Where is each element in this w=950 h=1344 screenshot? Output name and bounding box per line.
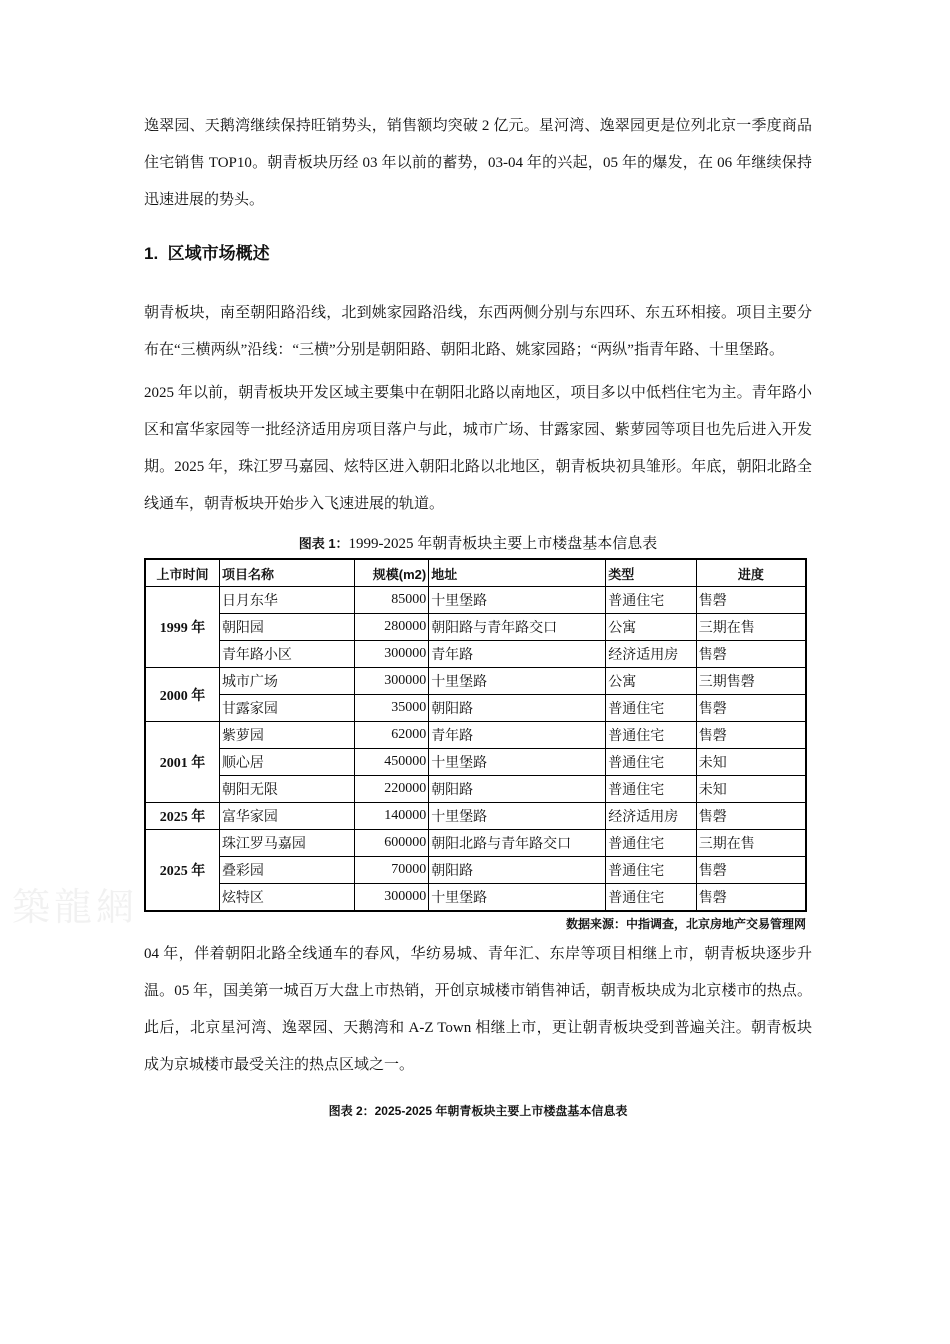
type-cell: 公寓: [606, 614, 697, 641]
name-cell: 甘露家园: [219, 695, 354, 722]
type-cell: 普通住宅: [606, 776, 697, 803]
type-cell: 普通住宅: [606, 695, 697, 722]
size-cell: 300000: [354, 884, 428, 912]
address-cell: 朝阳北路与青年路交口: [429, 830, 606, 857]
address-cell: 十里堡路: [429, 587, 606, 614]
paragraph-history: 2025 年以前，朝青板块开发区域主要集中在朝阳北路以南地区，项目多以中低档住宅为主。青年路小区和富华家园等一批经济适用房项目落户与此，城市广场、甘露家园、紫萝园等项目也先后进入开发期。2025 年，珠江罗马嘉园、炫特区进入朝阳北路以北地区，朝青板块初具雏形。年底，朝阳北路全线通车，朝青板块开始步入飞速进展的轨道。: [144, 385, 812, 512]
year-cell: 2001 年: [145, 722, 219, 803]
address-cell: 十里堡路: [429, 884, 606, 912]
address-cell: 青年路: [429, 722, 606, 749]
status-cell: 售磬: [696, 695, 806, 722]
size-cell: 62000: [354, 722, 428, 749]
status-cell: 三期在售: [696, 614, 806, 641]
status-cell: 售磬: [696, 884, 806, 912]
table-row: [145, 803, 806, 830]
size-cell: 220000: [354, 776, 428, 803]
address-cell: 朝阳路: [429, 776, 606, 803]
size-cell: 600000: [354, 830, 428, 857]
header-cell: 进度: [696, 559, 806, 587]
type-cell: 普通住宅: [606, 884, 697, 912]
section-heading: 1. 区域市场概述: [144, 244, 270, 263]
type-cell: 经济适用房: [606, 641, 697, 668]
address-cell: 朝阳路: [429, 695, 606, 722]
status-cell: 未知: [696, 776, 806, 803]
status-cell: 售磬: [696, 587, 806, 614]
table-row: [145, 749, 806, 776]
caption-text: 1999-2025 年朝青板块主要上市楼盘基本信息表: [348, 536, 658, 552]
project-info-table: [144, 558, 807, 912]
table-header-row: [145, 559, 806, 587]
status-cell: 售磬: [696, 722, 806, 749]
table-row: [145, 614, 806, 641]
name-cell: 珠江罗马嘉园: [219, 830, 354, 857]
name-cell: 青年路小区: [219, 641, 354, 668]
data-source: 数据来源：中指调查，北京房地产交易管理网: [565, 917, 806, 931]
type-cell: 普通住宅: [606, 857, 697, 884]
paragraph-intro: 逸翠园、天鹅湾继续保持旺销势头，销售额均突破 2 亿元。星河湾、逸翠园更是位列北京一季度商品住宅销售 TOP10。朝青板块历经 03 年以前的蓄势，03-04 年的兴起，05 年的爆发，在 06 年继续保持迅速进展的势头。: [144, 118, 812, 208]
year-cell: 2025 年: [145, 830, 219, 912]
header-cell: 类型: [606, 559, 697, 587]
table-row: [145, 695, 806, 722]
name-cell: 炫特区: [219, 884, 354, 912]
name-cell: 城市广场: [219, 668, 354, 695]
header-cell: 上市时间: [145, 559, 219, 587]
header-cell: 项目名称: [219, 559, 354, 587]
address-cell: 十里堡路: [429, 749, 606, 776]
type-cell: 普通住宅: [606, 587, 697, 614]
table-row: [145, 857, 806, 884]
name-cell: 顺心居: [219, 749, 354, 776]
status-cell: 售磬: [696, 803, 806, 830]
name-cell: 叠彩园: [219, 857, 354, 884]
size-cell: 85000: [354, 587, 428, 614]
table2-caption: 图表 2：2025-2025 年朝青板块主要上市楼盘基本信息表: [328, 1104, 628, 1118]
caption-label: 图表 1：: [298, 536, 349, 551]
size-cell: 300000: [354, 641, 428, 668]
table-row: [145, 884, 806, 912]
paragraph-region: 朝青板块，南至朝阳路沿线，北到姚家园路沿线，东西两侧分别与东四环、东五环相接。项目主要分布在“三横两纵”沿线：“三横”分别是朝阳路、朝阳北路、姚家园路；“两纵”指青年路、十里堡路。: [144, 305, 812, 358]
status-cell: 三期在售: [696, 830, 806, 857]
type-cell: 普通住宅: [606, 749, 697, 776]
name-cell: 富华家园: [219, 803, 354, 830]
status-cell: 未知: [696, 749, 806, 776]
header-cell: 规模(m2): [354, 559, 428, 587]
table-row: [145, 587, 806, 614]
watermark: 築龍網: [12, 885, 139, 929]
table-row: [145, 722, 806, 749]
type-cell: 经济适用房: [606, 803, 697, 830]
size-cell: 280000: [354, 614, 428, 641]
address-cell: 十里堡路: [429, 803, 606, 830]
name-cell: 日月东华: [219, 587, 354, 614]
size-cell: 35000: [354, 695, 428, 722]
year-cell: 2025 年: [145, 803, 219, 830]
address-cell: 青年路: [429, 641, 606, 668]
type-cell: 公寓: [606, 668, 697, 695]
table-row: [145, 641, 806, 668]
table-caption: [144, 533, 812, 555]
table-row: [145, 776, 806, 803]
address-cell: 朝阳路: [429, 857, 606, 884]
name-cell: 紫萝园: [219, 722, 354, 749]
address-cell: 朝阳路与青年路交口: [429, 614, 606, 641]
address-cell: 十里堡路: [429, 668, 606, 695]
year-cell: 2000 年: [145, 668, 219, 722]
status-cell: 三期售磬: [696, 668, 806, 695]
type-cell: 普通住宅: [606, 722, 697, 749]
status-cell: 售磬: [696, 857, 806, 884]
size-cell: 140000: [354, 803, 428, 830]
name-cell: 朝阳园: [219, 614, 354, 641]
year-cell: 1999 年: [145, 587, 219, 668]
size-cell: 70000: [354, 857, 428, 884]
header-cell: 地址: [429, 559, 606, 587]
size-cell: 300000: [354, 668, 428, 695]
document-page: [144, 108, 812, 1119]
status-cell: 售磬: [696, 641, 806, 668]
table-row: [145, 668, 806, 695]
name-cell: 朝阳无限: [219, 776, 354, 803]
paragraph-growth: 04 年，伴着朝阳北路全线通车的春风，华纺易城、青年汇、东岸等项目相继上市，朝青板块逐步升温。05 年，国美第一城百万大盘上市热销，开创京城楼市销售神话，朝青板块成为北京楼市的热点。此后，北京星河湾、逸翠园、天鹅湾和 A-Z Town 相继上市，更让朝青板块受到普遍关注。朝青板块成为京城楼市最受关注的热点区域之一。: [144, 946, 812, 1073]
size-cell: 450000: [354, 749, 428, 776]
table-row: [145, 830, 806, 857]
type-cell: 普通住宅: [606, 830, 697, 857]
